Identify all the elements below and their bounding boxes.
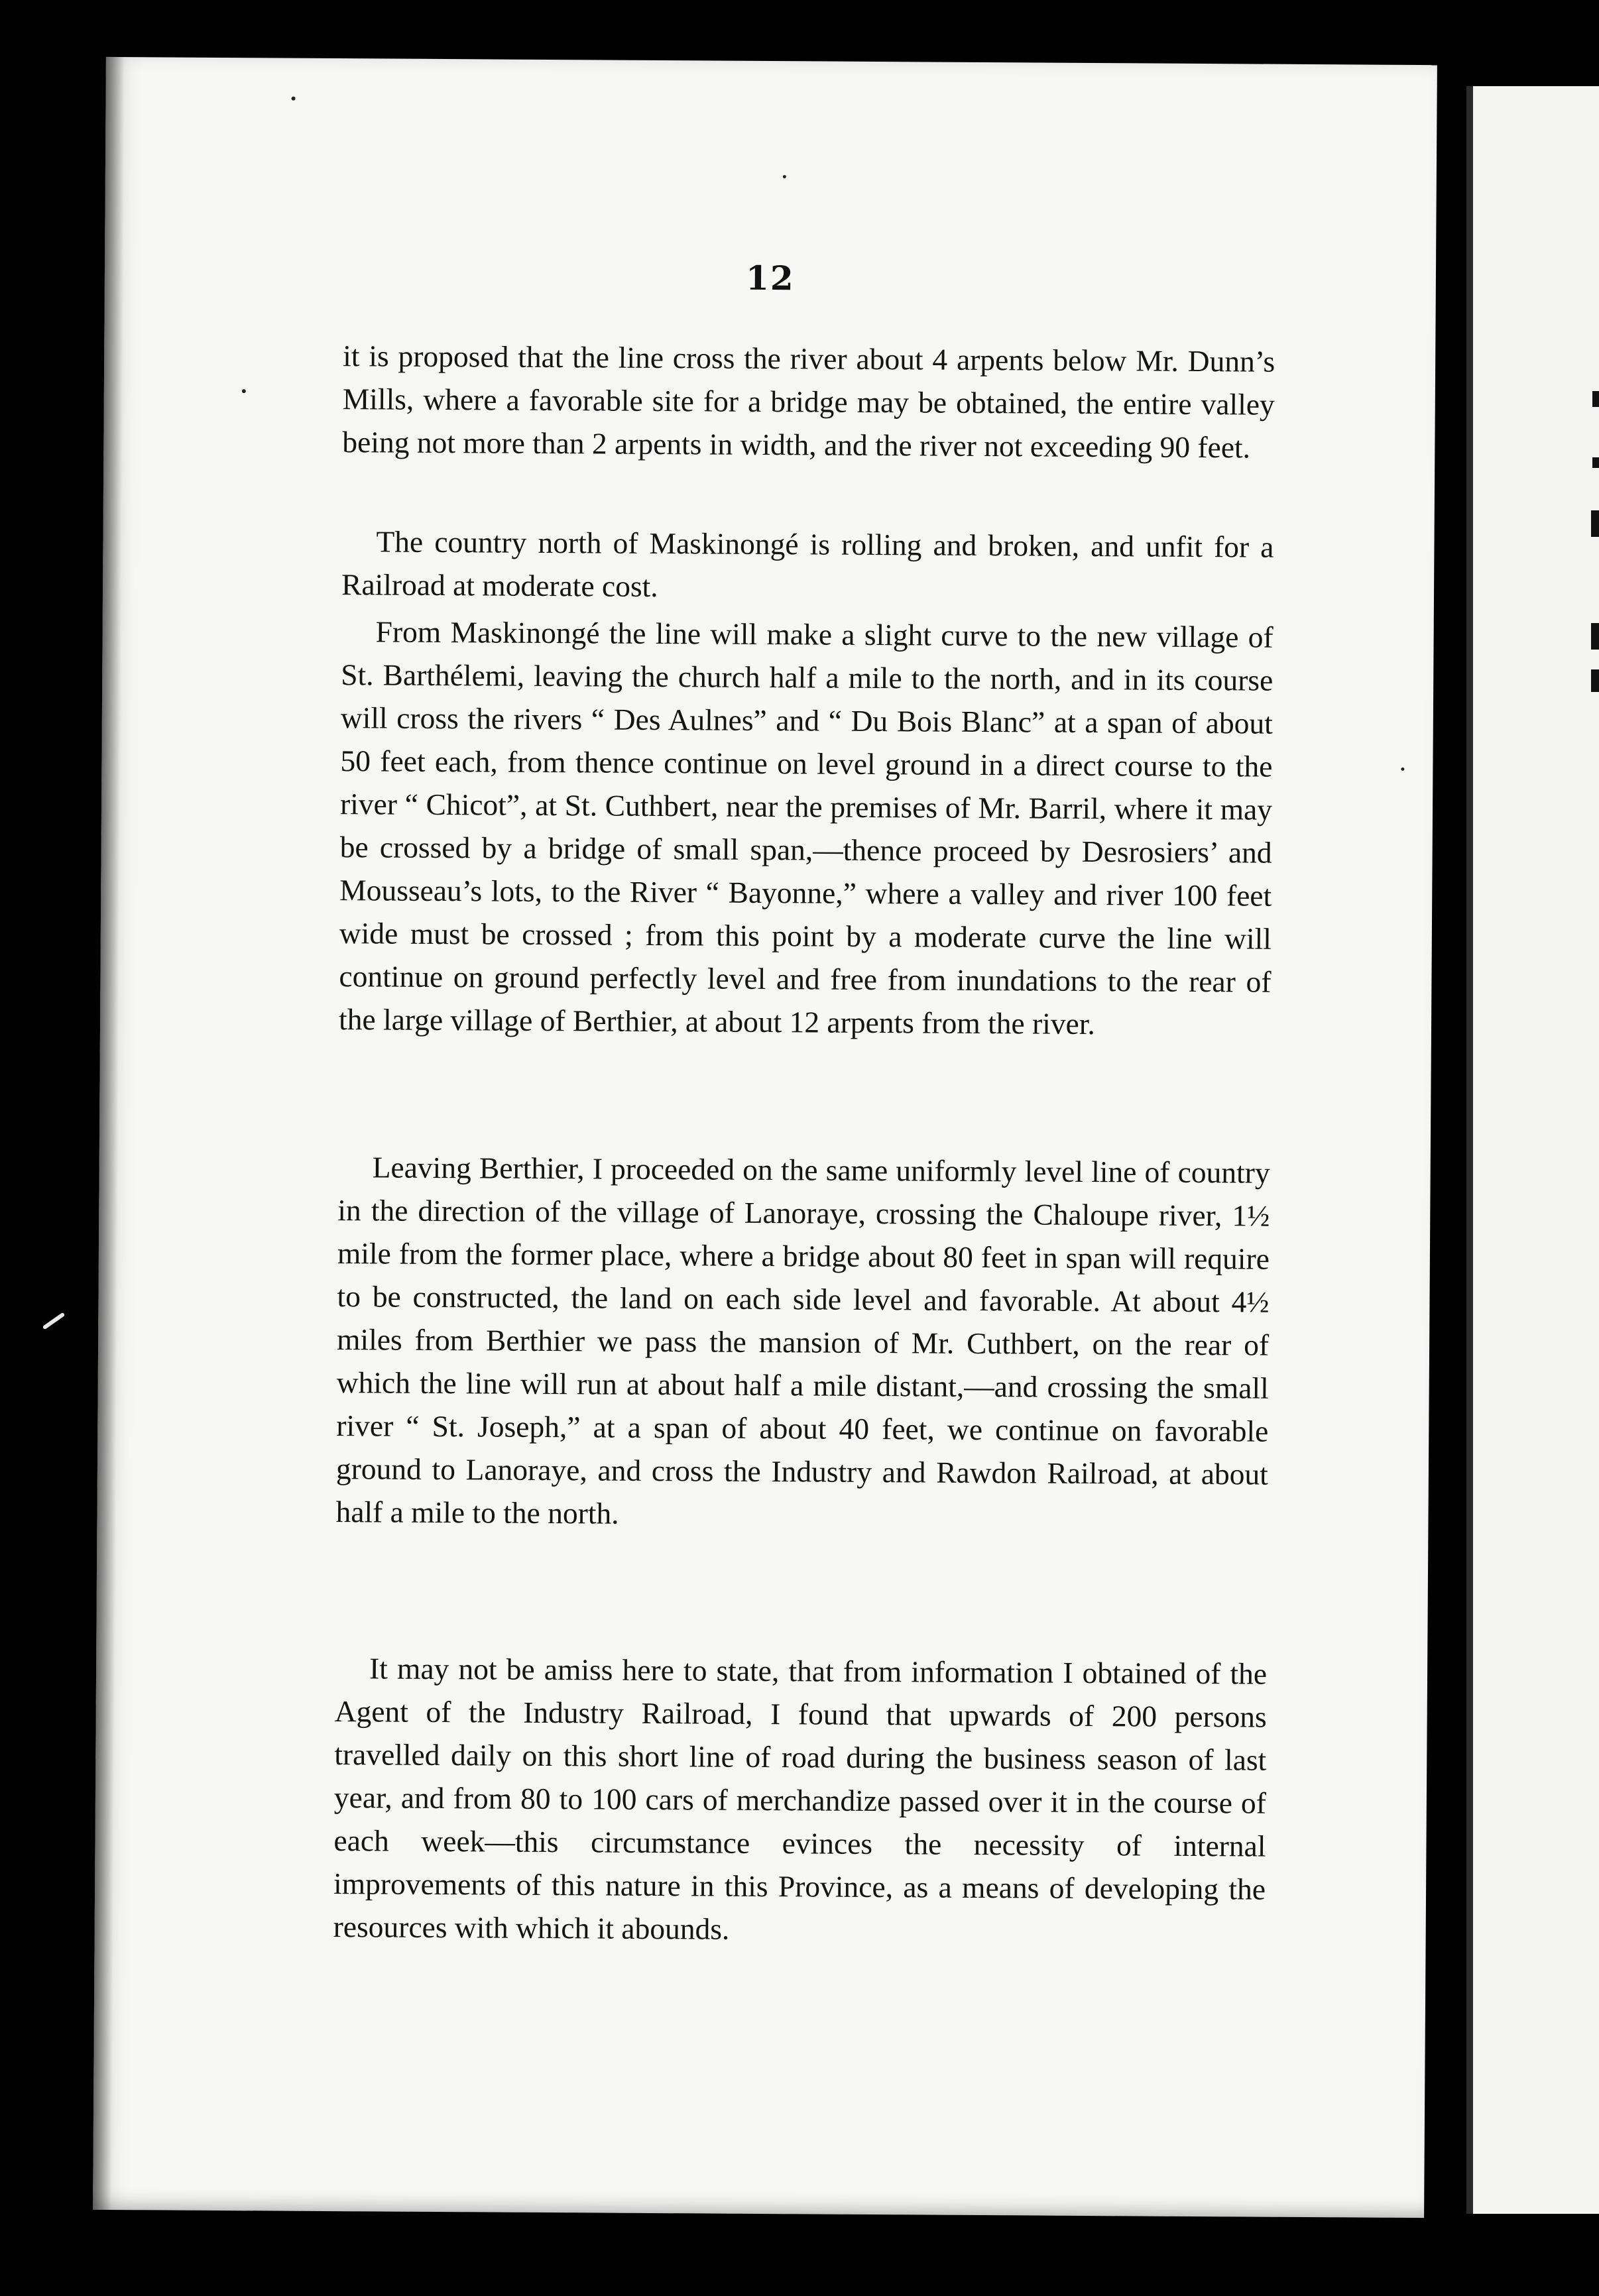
- book-page: [93, 57, 1437, 2218]
- paragraph: Leaving Berthier, I proceeded on the same uniformly level line of country in the direction of the village of Lanoraye, crossing the Chaloupe river, 1½ mile from the former place, where a bridge about 80 feet in span will require to be constructed, the land on each side level and favorable. At about 4½ miles from Berthier we pass the mansion of Mr. Cuthbert, on the rear of which the line will run at about half a mile distant,—and crossing the small river “ St. Joseph,” at a span of about 40 feet, we continue on favorable ground to Lanoraye, and cross the Industry and Rawdon Railroad, at about half a mile to the north.: [335, 1150, 1270, 1530]
- paragraph: it is proposed that the line cross the river about 4 arpents below Mr. Dunn’s Mills, where a favorable site for a bridge may be obtained, the entire valley being not more than 2 arpents in width, and the river not exceeding 90 feet.: [342, 339, 1275, 465]
- page-number: 12: [745, 258, 795, 298]
- dust-speck: [1401, 768, 1404, 771]
- paragraph: It may not be amiss here to state, that from information I obtained of the Agent of the Industry Railroad, I found that upwards of 200 persons travelled daily on this short line of road during the business season of last year, and from 80 to 100 cars of merchandize passed over it in the course of each week—this circumstance evinces the necessity of internal improvements of this nature in this Province, as a means of developing the resources with which it abounds.: [333, 1651, 1268, 1946]
- adjacent-page-glyph: [1591, 623, 1599, 650]
- adjacent-page-edge: [1466, 86, 1599, 2214]
- paragraph-block: [342, 334, 1275, 469]
- adjacent-page-glyph: [1591, 669, 1599, 692]
- adjacent-page-glyph: [1591, 510, 1599, 537]
- paragraph-block: [333, 1646, 1268, 1954]
- dust-speck: [783, 175, 786, 178]
- page-body: [333, 58, 1277, 1946]
- paragraph-block: [339, 610, 1273, 1047]
- margin-mark: [42, 1312, 66, 1330]
- dust-speck: [242, 389, 246, 393]
- dust-speck: [292, 97, 296, 101]
- paragraph-block: [335, 1145, 1270, 1539]
- paragraph-block: [341, 520, 1274, 612]
- paragraph: The country north of Maskinongé is rolling and broken, and unfit for a Railroad at moderate cost.: [341, 524, 1274, 603]
- adjacent-page-glyph: [1592, 391, 1599, 407]
- paragraph: From Maskinongé the line will make a slight curve to the new village of St. Barthélemi, leaving the church half a mile to the north, and in its course will cross the rivers “ Des Aulnes” and “ Du Bois Blanc” at a span of about 50 feet each, from thence continue on level ground in a direct course to the river “ Chicot”, at St. Cuthbert, near the premises of Mr. Barril, where it may be crossed by a bridge of small span,—thence proceed by Desrosiers’ and Mousseau’s lots, to the River “ Bayonne,” where a valley and river 100 feet wide must be crossed ; from this point by a moderate curve the line will continue on ground perfectly level and free from inundations to the rear of the large village of Berthier, at about 12 arpents from the river.: [338, 614, 1273, 1041]
- adjacent-page-glyph: [1592, 457, 1599, 468]
